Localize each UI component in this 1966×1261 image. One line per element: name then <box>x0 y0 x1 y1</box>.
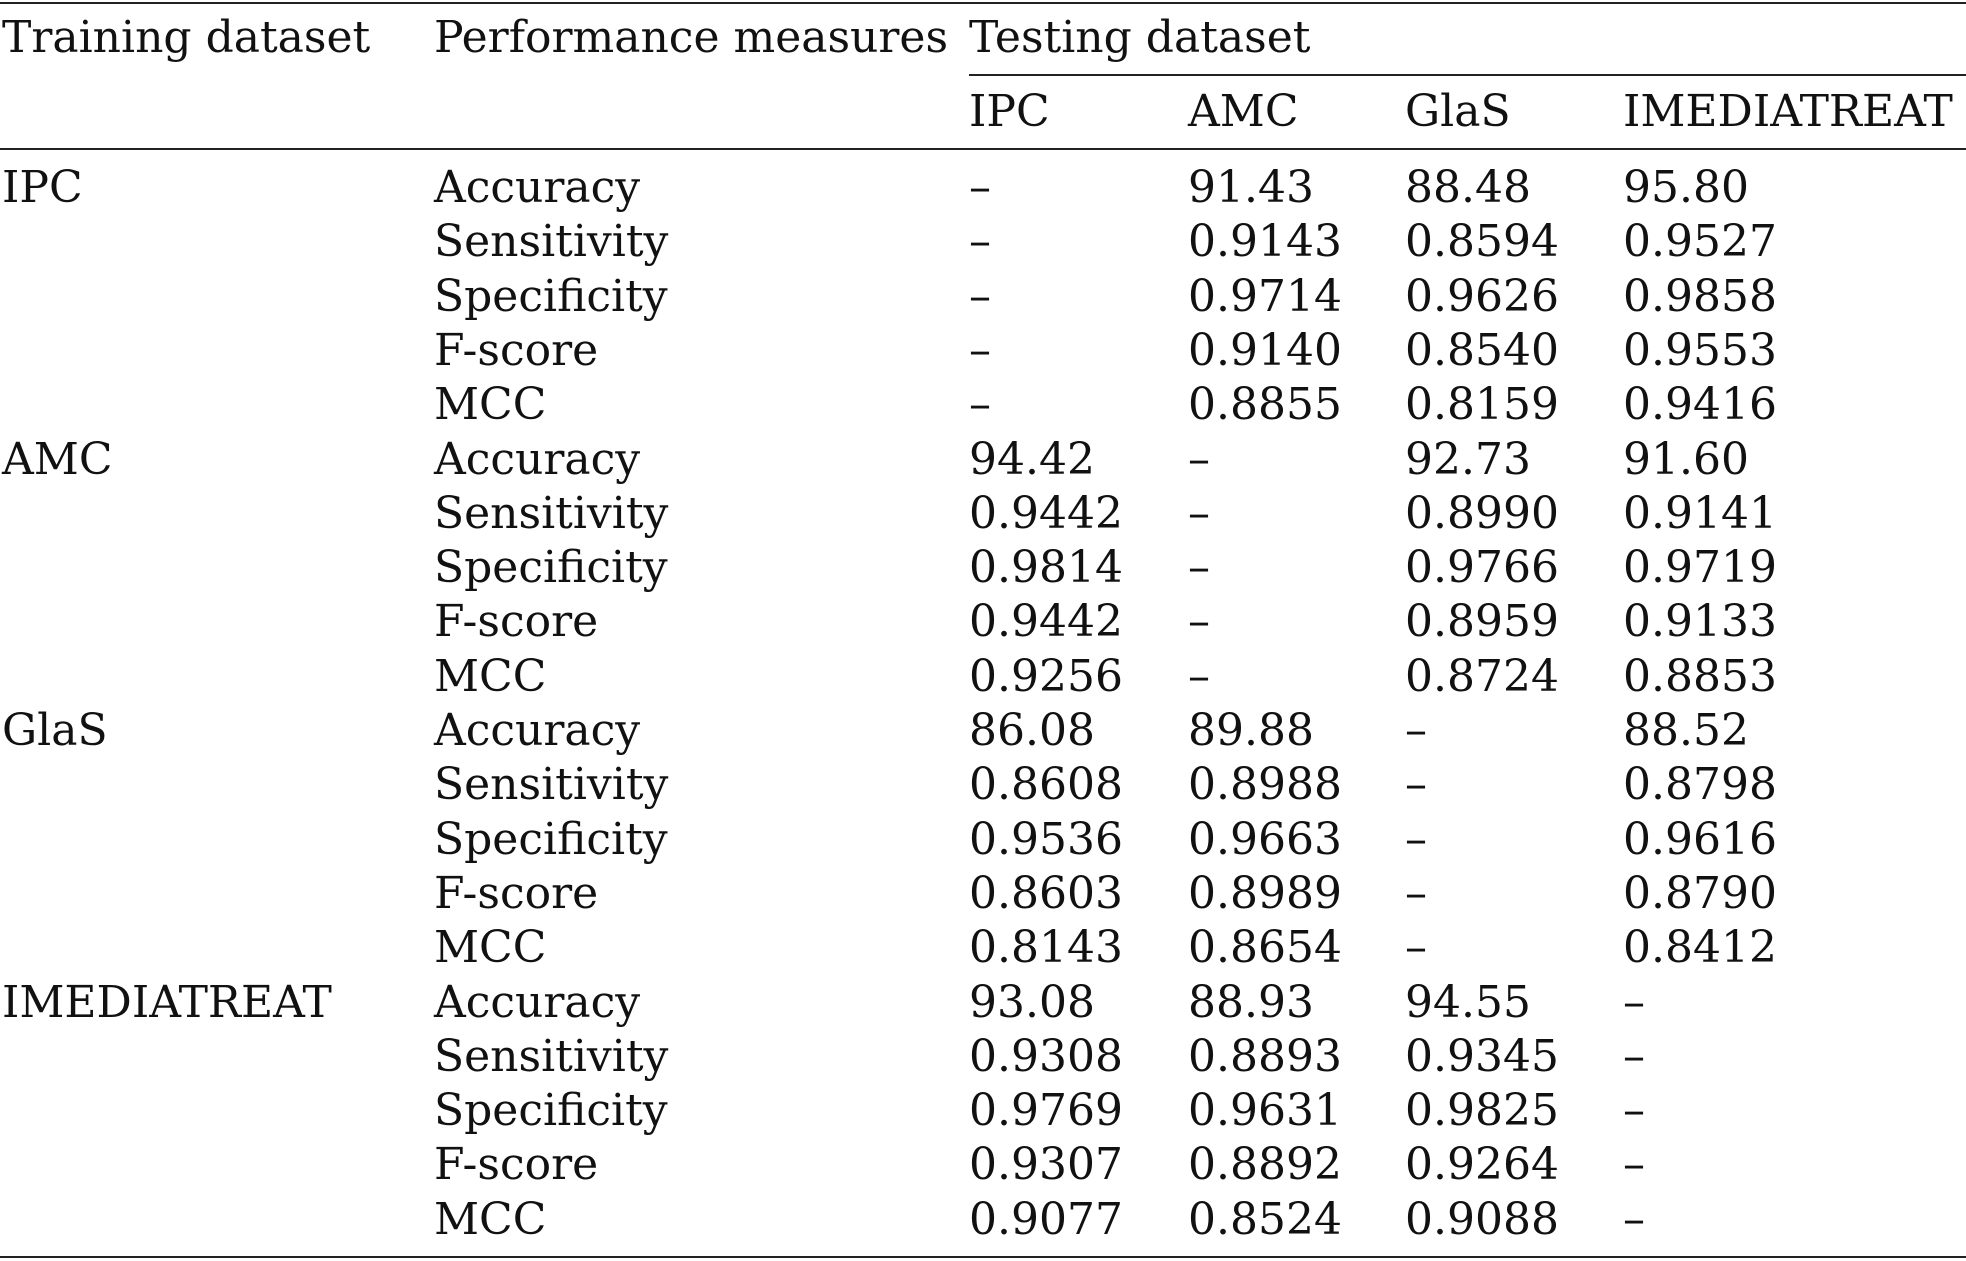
table-cell: 0.8524 <box>1188 1194 1342 1245</box>
table-cell: 0.8790 <box>1623 868 1777 919</box>
table-cell: – <box>1623 977 1645 1028</box>
measure-label: Specificity <box>434 814 668 865</box>
table-cell: 0.9307 <box>969 1139 1123 1190</box>
header-bottom-rule <box>0 148 1966 150</box>
table-cell: 0.8893 <box>1188 1031 1342 1082</box>
table-cell: 91.43 <box>1188 162 1314 213</box>
table-cell: – <box>1405 705 1427 756</box>
measure-label: Sensitivity <box>434 216 669 267</box>
header-testing-dataset: Testing dataset <box>969 12 1311 63</box>
table-cell: – <box>1623 1139 1645 1190</box>
measure-label: Accuracy <box>434 162 641 213</box>
table-cell: 0.8990 <box>1405 488 1559 539</box>
table-cell: 0.9714 <box>1188 271 1342 322</box>
table-cell: 0.9442 <box>969 488 1123 539</box>
header-test-col: GlaS <box>1405 86 1511 137</box>
table-cell: 0.8892 <box>1188 1139 1342 1190</box>
table-cell: 0.8143 <box>969 922 1123 973</box>
measure-label: Specificity <box>434 271 668 322</box>
measure-label: F-score <box>434 868 599 919</box>
table-cell: – <box>1623 1194 1645 1245</box>
table-cell: 0.9626 <box>1405 271 1559 322</box>
table-cell: – <box>969 325 991 376</box>
table-cell: 0.9766 <box>1405 542 1559 593</box>
table-cell: 0.8540 <box>1405 325 1559 376</box>
measure-label: MCC <box>434 379 547 430</box>
table-cell: 0.9536 <box>969 814 1123 865</box>
measure-label: F-score <box>434 596 599 647</box>
table-cell: 95.80 <box>1623 162 1749 213</box>
table-cell: – <box>1188 596 1210 647</box>
training-dataset-label: IMEDIATREAT <box>2 977 332 1028</box>
table-cell: 0.8798 <box>1623 759 1777 810</box>
header-performance-measures: Performance measures <box>434 12 949 63</box>
table-cell: 0.8608 <box>969 759 1123 810</box>
table-cell: 0.8654 <box>1188 922 1342 973</box>
measure-label: Accuracy <box>434 977 641 1028</box>
table-cell: 0.9858 <box>1623 271 1777 322</box>
table-cell: 91.60 <box>1623 434 1749 485</box>
table-cell: 94.55 <box>1405 977 1531 1028</box>
table-cell: 92.73 <box>1405 434 1531 485</box>
table-cell: 0.9345 <box>1405 1031 1559 1082</box>
table-cell: – <box>1405 922 1427 973</box>
table-cell: 0.9769 <box>969 1085 1123 1136</box>
top-rule <box>0 2 1966 4</box>
training-dataset-label: IPC <box>2 162 83 213</box>
testing-span-rule <box>969 74 1966 76</box>
table-cell: 0.9141 <box>1623 488 1777 539</box>
table-cell: 0.9719 <box>1623 542 1777 593</box>
measure-label: F-score <box>434 325 599 376</box>
table-cell: 88.52 <box>1623 705 1749 756</box>
table-cell: 93.08 <box>969 977 1095 1028</box>
table-cell: 0.9825 <box>1405 1085 1559 1136</box>
table-cell: 0.9663 <box>1188 814 1342 865</box>
table-cell: – <box>1623 1031 1645 1082</box>
training-dataset-label: GlaS <box>2 705 108 756</box>
table-cell: – <box>1188 542 1210 593</box>
table-cell: 0.9077 <box>969 1194 1123 1245</box>
table-cell: – <box>1188 651 1210 702</box>
table-cell: 0.8988 <box>1188 759 1342 810</box>
header-test-col: AMC <box>1188 86 1299 137</box>
table-cell: 0.9442 <box>969 596 1123 647</box>
table-cell: 0.8594 <box>1405 216 1559 267</box>
table-cell: – <box>969 271 991 322</box>
measure-label: Sensitivity <box>434 488 669 539</box>
header-training-dataset: Training dataset <box>2 12 371 63</box>
table-cell: 0.8159 <box>1405 379 1559 430</box>
measure-label: MCC <box>434 651 547 702</box>
table-cell: 0.9553 <box>1623 325 1777 376</box>
table-cell: – <box>1405 814 1427 865</box>
training-dataset-label: AMC <box>2 434 113 485</box>
table-cell: – <box>969 216 991 267</box>
measure-label: Accuracy <box>434 434 641 485</box>
table-cell: 86.08 <box>969 705 1095 756</box>
measure-label: MCC <box>434 922 547 973</box>
table-cell: 0.9140 <box>1188 325 1342 376</box>
measure-label: Specificity <box>434 542 668 593</box>
table-cell: 0.8603 <box>969 868 1123 919</box>
table-cell: – <box>1405 868 1427 919</box>
table-cell: 0.9416 <box>1623 379 1777 430</box>
measure-label: F-score <box>434 1139 599 1190</box>
measure-label: Sensitivity <box>434 759 669 810</box>
table-cell: 88.48 <box>1405 162 1531 213</box>
table-cell: 0.9814 <box>969 542 1123 593</box>
table-cell: – <box>969 379 991 430</box>
bottom-rule <box>0 1256 1966 1258</box>
measure-label: MCC <box>434 1194 547 1245</box>
table-cell: 0.9088 <box>1405 1194 1559 1245</box>
table-cell: – <box>969 162 991 213</box>
header-test-col: IMEDIATREAT <box>1623 86 1953 137</box>
table-cell: 0.8989 <box>1188 868 1342 919</box>
table-cell: 0.9256 <box>969 651 1123 702</box>
table-cell: 88.93 <box>1188 977 1314 1028</box>
table-cell: 0.9631 <box>1188 1085 1342 1136</box>
measure-label: Accuracy <box>434 705 641 756</box>
table-cell: 0.9527 <box>1623 216 1777 267</box>
table-cell: 0.9143 <box>1188 216 1342 267</box>
table-cell: – <box>1405 759 1427 810</box>
table-cell: 0.8853 <box>1623 651 1777 702</box>
table-cell: 89.88 <box>1188 705 1314 756</box>
table-cell: 0.8724 <box>1405 651 1559 702</box>
header-test-col: IPC <box>969 86 1050 137</box>
table-cell: 0.9133 <box>1623 596 1777 647</box>
table-cell: 94.42 <box>969 434 1095 485</box>
table-cell: – <box>1623 1085 1645 1136</box>
table-cell: 0.8412 <box>1623 922 1777 973</box>
table-cell: 0.9264 <box>1405 1139 1559 1190</box>
table-cell: 0.9308 <box>969 1031 1123 1082</box>
table-cell: 0.9616 <box>1623 814 1777 865</box>
table-cell: – <box>1188 434 1210 485</box>
table-cell: 0.8855 <box>1188 379 1342 430</box>
measure-label: Specificity <box>434 1085 668 1136</box>
table-cell: 0.8959 <box>1405 596 1559 647</box>
table-cell: – <box>1188 488 1210 539</box>
measure-label: Sensitivity <box>434 1031 669 1082</box>
